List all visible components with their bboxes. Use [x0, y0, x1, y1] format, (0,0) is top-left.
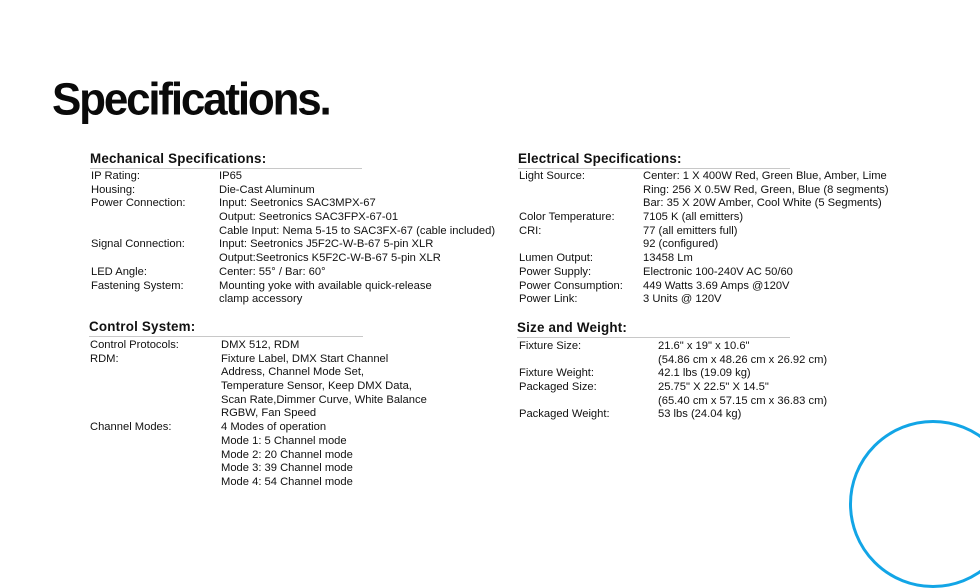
- spec-label: Light Source:: [519, 170, 585, 182]
- control-system-divider: [89, 336, 363, 337]
- spec-value: Mode 4: 54 Channel mode: [221, 475, 353, 488]
- spec-value: IP65: [219, 170, 243, 182]
- spec-row: [91, 184, 363, 198]
- spec-row: [90, 421, 364, 435]
- spec-row: [519, 266, 791, 280]
- spec-row: [519, 211, 791, 225]
- spec-value: 3 Units @ 120V: [643, 293, 722, 306]
- spec-label: Fastening System:: [91, 279, 184, 292]
- spec-row: [91, 197, 376, 211]
- spec-value: Mode 3: 39 Channel mode: [221, 462, 353, 475]
- spec-row: [519, 252, 791, 266]
- size-weight-list: [519, 340, 828, 422]
- size-weight-heading: Size and Weight:: [517, 320, 628, 335]
- electrical-specs-list: [519, 170, 889, 307]
- spec-row: [519, 183, 889, 198]
- mechanical-specs-divider: [90, 168, 362, 169]
- spec-label: Packaged Weight:: [519, 408, 610, 421]
- spec-value: Ring: 256 X 0.5W Red, Green, Blue (8 segments): [643, 183, 889, 196]
- spec-label: Power Connection:: [91, 197, 186, 210]
- spec-label: Color Temperature:: [519, 211, 615, 224]
- spec-row: [90, 393, 427, 408]
- size-weight-divider: [517, 337, 790, 338]
- control-system-list: [90, 339, 427, 490]
- mechanical-specs-list: [91, 170, 496, 307]
- spec-value: Center: 55° / Bar: 60°: [219, 265, 326, 278]
- electrical-specs-heading: Electrical Specifications:: [518, 151, 682, 166]
- spec-row: [519, 367, 792, 381]
- spec-value: Bar: 35 X 20W Amber, Cool White (5 Segments): [643, 197, 882, 210]
- spec-value: (65.40 cm x 57.15 cm x 36.83 cm): [658, 394, 828, 407]
- mechanical-specs-section: [90, 151, 496, 307]
- spec-row: [91, 252, 441, 266]
- spec-row: [519, 353, 828, 368]
- spec-value: Die-Cast Aluminum: [219, 183, 315, 196]
- spec-label: Lumen Output:: [519, 252, 594, 265]
- control-system-section: [89, 319, 427, 490]
- page-title: Specifications.: [52, 74, 330, 125]
- spec-row: [91, 293, 363, 307]
- spec-value: (54.86 cm x 48.26 cm x 26.92 cm): [658, 353, 828, 366]
- decorative-circle-arc: [849, 420, 980, 588]
- spec-value: 77 (all emitters full): [643, 224, 738, 237]
- spec-row: [90, 449, 364, 463]
- spec-row: [519, 340, 792, 354]
- spec-row: [519, 408, 792, 422]
- spec-row: [90, 380, 412, 394]
- spec-value: Electronic 100-240V AC 50/60: [643, 265, 793, 278]
- spec-label: Power Supply:: [519, 265, 592, 278]
- spec-row: [90, 366, 364, 380]
- spec-value: Output:Seetronics K5F2C-W-B-67 5-pin XLR: [219, 252, 441, 265]
- spec-label: Packaged Size:: [519, 381, 597, 394]
- spec-label: Signal Connection:: [91, 238, 185, 251]
- spec-row: [91, 211, 399, 225]
- spec-label: RDM:: [90, 352, 119, 365]
- spec-label: Power Link:: [519, 293, 578, 306]
- spec-value: Output: Seetronics SAC3FPX-67-01: [219, 211, 399, 224]
- spec-label: LED Angle:: [91, 265, 147, 278]
- spec-value: 42.1 lbs (19.09 kg): [658, 367, 751, 380]
- mechanical-specs-heading: Mechanical Specifications:: [90, 151, 267, 166]
- spec-value: Temperature Sensor, Keep DMX Data,: [221, 380, 412, 393]
- spec-label: CRI:: [519, 224, 542, 237]
- spec-value: 21.6" x 19" x 10.6": [658, 340, 750, 352]
- spec-label: IP Rating:: [91, 170, 140, 182]
- spec-value: Cable Input: Nema 5-15 to SAC3FX-67 (cable included): [219, 224, 496, 237]
- spec-value: Address, Channel Mode Set,: [221, 366, 365, 379]
- spec-row: [90, 462, 364, 476]
- spec-value: 7105 K (all emitters): [643, 211, 744, 224]
- spec-row: [91, 279, 432, 294]
- spec-value: 92 (configured): [643, 238, 719, 251]
- spec-row: [519, 394, 828, 409]
- size-weight-section: [517, 320, 828, 422]
- spec-value: 25.75" X 22.5" X 14.5": [658, 381, 769, 394]
- spec-row: [519, 293, 791, 307]
- spec-label: Control Protocols:: [90, 339, 179, 351]
- spec-label: Fixture Weight:: [519, 367, 595, 380]
- spec-value: 13458 Lm: [643, 252, 693, 265]
- spec-value: Input: Seetronics J5F2C-W-B-67 5-pin XLR: [219, 238, 434, 251]
- spec-value: 53 lbs (24.04 kg): [658, 408, 742, 421]
- spec-value: RGBW, Fan Speed: [221, 407, 317, 420]
- spec-value: Mounting yoke with available quick-release: [219, 279, 432, 292]
- spec-row: [91, 170, 363, 184]
- spec-value: Input: Seetronics SAC3MPX-67: [219, 197, 376, 210]
- spec-value: 4 Modes of operation: [221, 421, 327, 434]
- spec-label: Housing:: [91, 183, 136, 196]
- spec-row: [90, 352, 389, 367]
- spec-row: [519, 225, 791, 239]
- spec-row: [91, 238, 434, 252]
- spec-row: [519, 381, 792, 395]
- spec-value: 449 Watts 3.69 Amps @120V: [643, 279, 790, 292]
- spec-row: [519, 280, 791, 294]
- spec-row: [91, 224, 496, 239]
- spec-label: Channel Modes:: [90, 421, 172, 434]
- spec-value: DMX 512, RDM: [221, 339, 300, 351]
- control-system-heading: Control System:: [89, 319, 196, 334]
- spec-value: Fixture Label, DMX Start Channel: [221, 352, 389, 365]
- electrical-specs-section: [518, 151, 889, 307]
- spec-row: [519, 238, 791, 252]
- spec-value: Scan Rate,Dimmer Curve, White Balance: [221, 393, 427, 406]
- spec-row: [519, 197, 882, 211]
- spec-value: Center: 1 X 400W Red, Green Blue, Amber, Lime: [643, 170, 887, 182]
- spec-label: Power Consumption:: [519, 279, 623, 292]
- electrical-specs-divider: [518, 168, 790, 169]
- spec-value: clamp accessory: [219, 293, 303, 306]
- spec-row: [519, 170, 887, 184]
- spec-row: [90, 339, 364, 353]
- spec-row: [90, 407, 364, 421]
- spec-value: Mode 2: 20 Channel mode: [221, 448, 353, 461]
- spec-row: [90, 435, 364, 449]
- spec-row: [90, 476, 364, 490]
- spec-row: [91, 266, 363, 280]
- spec-label: Fixture Size:: [519, 340, 582, 352]
- spec-value: Mode 1: 5 Channel mode: [221, 434, 347, 447]
